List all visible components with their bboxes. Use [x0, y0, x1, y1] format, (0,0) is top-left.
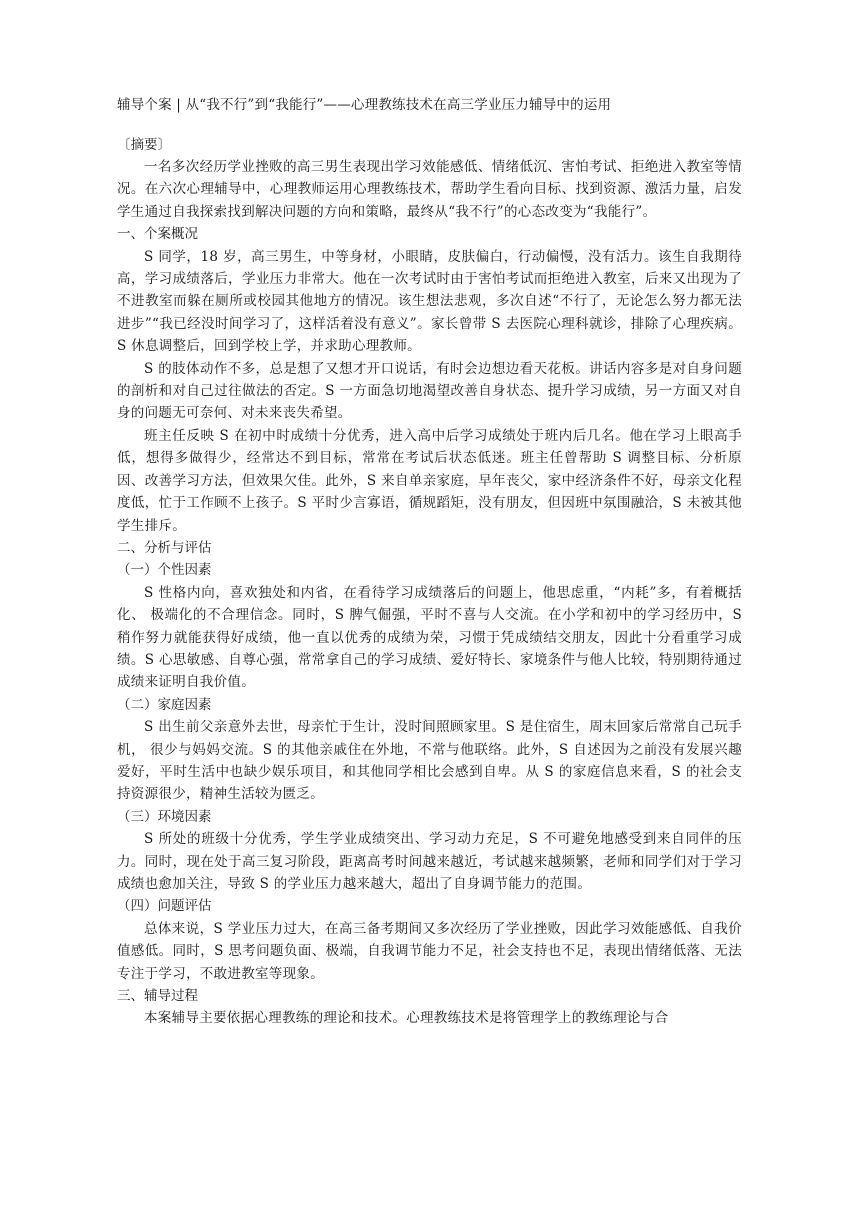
subsection-heading-personality: （一）个性因素 — [117, 562, 212, 579]
assessment-paragraph: 总体来说，S 学业压力过大，在高三备考期间又多次经历了学业挫败，因此学习效能感低、自我价值感低。同时，S 思考问题负面、极端，自我调节能力不足，社会支持也不足，表现出情绪低落、无法专注于学习，不敢进教室等现象。 — [117, 920, 742, 982]
section-heading-analysis: 二、分析与评估 — [117, 539, 212, 556]
subsection-heading-family: （二）家庭因素 — [117, 696, 212, 713]
family-paragraph: S 出生前父亲意外去世，母亲忙于生计，没时间照顾家里。S 是住宿生，周末回家后常常自己玩手机， 很少与妈妈交流。S 的其他亲戚住在外地，不常与他联络。此外，S 自述因为之前没有发展兴趣爱好，平时生活中也缺少娱乐项目，和其他同学相比会感到自卑。从 S 的家庭信息来看，S 的社会支持资源很少，精神生活较为匮乏。 — [117, 719, 742, 803]
environment-paragraph: S 所处的班级十分优秀，学生学业成绩突出、学习动力充足，S 不可避免地感受到来自同伴的压力。同时，现在处于高三复习阶段，距离高考时间越来越近，考试越来越频繁，老师和同学们对于学习成绩也愈加关注，导致 S 的学业压力越来越大，超出了自身调节能力的范围。 — [117, 831, 742, 892]
abstract-label: 〔摘要〕 — [117, 137, 171, 153]
subsection-heading-assessment: （四）问题评估 — [117, 898, 212, 915]
subsection-heading-environment: （三）环境因素 — [117, 808, 212, 825]
section-heading-case-overview: 一、个案概况 — [117, 226, 198, 243]
process-paragraph: 本案辅导主要依据心理教练的理论和技术。心理教练技术是将管理学上的教练理论与合 — [144, 1010, 669, 1027]
abstract-paragraph: 一名多次经历学业挫败的高三男生表现出学习效能感低、情绪低沉、害怕考试、拒绝进入教室等情况。在六次心理辅导中，心理教师运用心理教练技术，帮助学生看向目标、找到资源、激活力量，启发学生通过自我探索找到解决问题的方向和策略，最终从“我不行”的心态改变为“我能行”。 — [117, 159, 742, 220]
document-page — [117, 94, 742, 1030]
document-title: 辅导个案 | 从“我不行”到“我能行”——心理教练技术在高三学业压力辅导中的运用 — [117, 97, 612, 113]
case-overview-paragraph-3: 班主任反映 S 在初中时成绩十分优秀，进入高中后学习成绩处于班内后几名。他在学习上眼高手低，想得多做得少，经常达不到目标，常常在考试后状态低迷。班主任曾帮助 S 调整目标、分析原因、改善学习方法，但效果欠佳。此外，S 来自单亲家庭，早年丧父，家中经济条件不好，母亲文化程度低，忙于工作顾不上孩子。S 平时少言寡语，循规蹈矩，没有朋友，但因班中氛围融洽，S 未被其他学生排斥。 — [117, 427, 742, 534]
case-overview-paragraph-1: S 同学，18 岁，高三男生，中等身材，小眼睛，皮肤偏白，行动偏慢，没有活力。该生自我期待高，学习成绩落后，学业压力非常大。他在一次考试时由于害怕考试而拒绝进入教室，后来又出现为了不进教室而躲在厕所或校园其他地方的情况。该生想法悲观，多次自述“不行了，无论怎么努力都无法进步”“我已经没时间学习了，这样活着没有意义”。家长曾带 S 去医院心理科就诊，排除了心理疾病。S 休息调整后，回到学校上学，并求助心理教师。 — [117, 248, 742, 355]
personality-paragraph: S 性格内向，喜欢独处和内省，在看待学习成绩落后的问题上，他思虑重，“内耗”多，有着概括化、 极端化的不合理信念。同时，S 脾气倔强，平时不喜与人交流。在小学和初中的学习经历中，S 稍作努力就能获得好成绩，他一直以优秀的成绩为荣，习惯于凭成绩结交朋友，因此十分看重学习成绩。S 心思敏感、自尊心强，常常拿自己的学习成绩、爱好特长、家境条件与他人比较，特别期待通过成绩来证明自我价值。 — [117, 584, 742, 691]
section-heading-process: 三、辅导过程 — [117, 988, 198, 1005]
case-overview-paragraph-2: S 的肢体动作不多，总是想了又想才开口说话，有时会边想边看天花板。讲话内容多是对自身问题的剖析和对自己过往做法的否定。S 一方面急切地渴望改善自身状态、提升学习成绩，另一方面又对自身的问题无可奈何、对未来丧失希望。 — [117, 360, 742, 422]
